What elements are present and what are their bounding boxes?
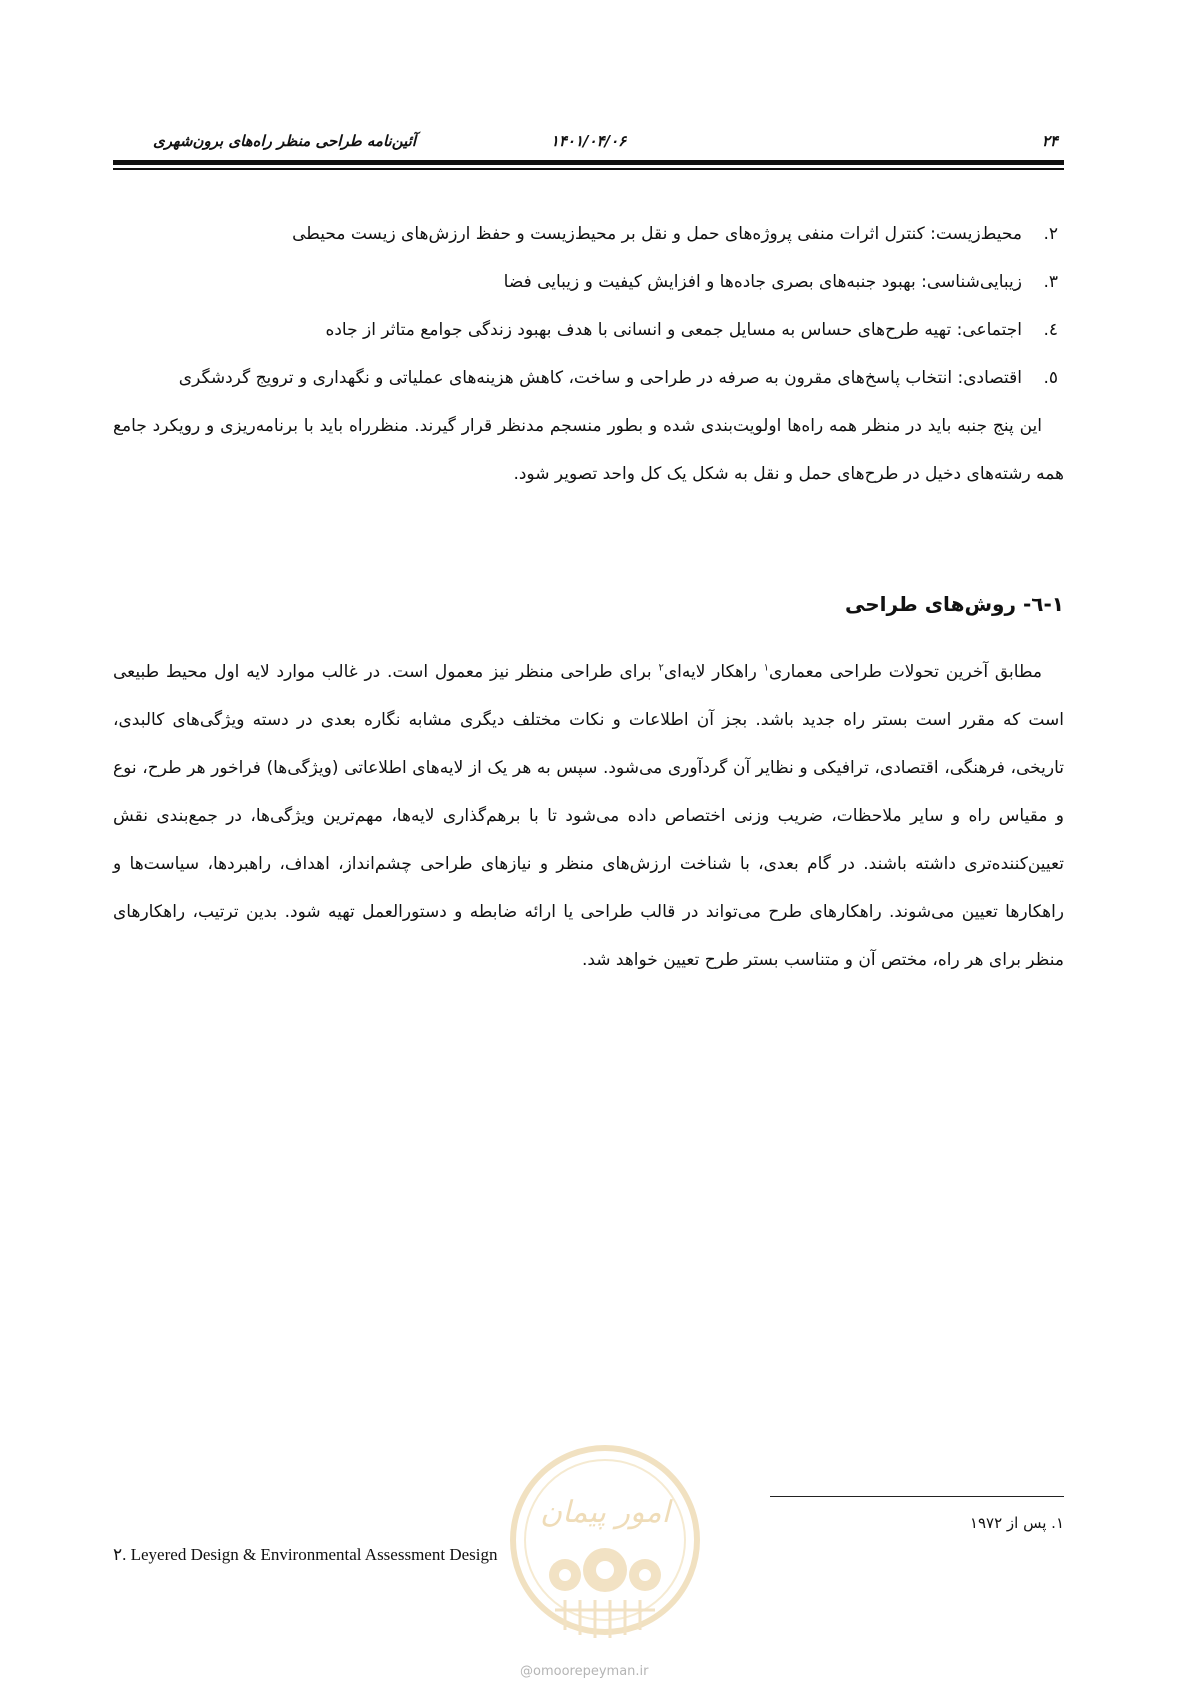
summary-paragraph: این پنج جنبه باید در منظر همه راه‌ها اولویت‌بندی شده و بطور منسجم مدنظر قرار گیرند. منظرراه باید با برنامه‌ریزی و رویکرد جامع همه رشته‌های دخیل در طرح‌های حمل و نقل به شکل یک کل واحد تصویر شود. [113,416,1064,484]
footnote-ref-2[interactable]: ۲ [658,662,664,674]
watermark-logo [505,1440,705,1660]
footnote-2: ۲. Leyered Design & Environmental Assessment Design [113,1545,498,1564]
header-rule-thin [113,168,1064,170]
page-body [113,210,1064,984]
header-rule-thick [113,160,1064,165]
watermark-url: @omoorepeyman.ir [520,1664,649,1679]
section-paragraph: مطابق آخرین تحولات طراحی معماری$^۱$ راهکار لایه‌ای$^۲$ برای طراحی منظر نیز معمول است. در غالب موارد لایه اول محیط طبیعی است که مقرر است بستر راه جدید باشد. بجز آن اطلاعات و نکات مختلف دیگری مشابه نگاره بعدی در دسته ویژگی‌های کالبدی، تاریخی، فرهنگی، اقتصادی، ترافیکی و نظایر آن گردآوری می‌شود. سپس به هر یک از لایه‌های اطلاعاتی (ویژگی‌ها) فراخور هر طرح، نوع و مقیاس راه و سایر ملاحظات، ضریب وزنی اختصاص داده می‌شود تا با برهم‌گذاری لایه‌ها، مهم‌ترین ویژگی‌ها، در جمع‌بندی نقش تعیین‌کننده‌تری داشته باشند. در گام بعدی، با شناخت ارزش‌های منظر و نیازهای طراحی چشم‌انداز، اهداف، راهبردها، سیاست‌ها و راهکارها تعیین می‌شوند. راهکارهای طرح می‌تواند در قالب طراحی یا ارائه ضابطه و دستورالعمل تهیه شود. بدین ترتیب، راهکارهای منظر برای هر راه، مختص آن و متناسب بستر طرح تعیین خواهد شد. [113,662,1064,970]
page-number: ۲۴ [1041,132,1058,150]
header-date: ۱۴۰۱/۰۴/۰۶ [550,132,627,150]
footnote-1: ۱. پس از ۱۹۷۲ [969,1514,1064,1532]
footnote-divider [770,1496,1064,1497]
list-item: ٥. اقتصادی: انتخاب پاسخ‌های مقرون به صرفه در طراحی و ساخت، کاهش هزینه‌های عملیاتی و نگهداری و ترویج گردشگری [178,368,1058,388]
section-heading: ۱-٦- روش‌های طراحی [844,592,1064,616]
header-title: آئین‌نامه طراحی منظر راه‌های برون‌شهری [153,132,416,150]
list-item: ٤. اجتماعی: تهیه طرح‌های حساس به مسایل جمعی و انسانی با هدف بهبود زندگی جوامع متاثر از جاده [325,320,1058,340]
list-item: ۲. محیط‌زیست: کنترل اثرات منفی پروژه‌های حمل و نقل بر محیط‌زیست و حفظ ارزش‌های زیست محیطی [292,224,1058,244]
page-header [113,128,1064,154]
footnote-ref-1[interactable]: ۱ [763,662,770,674]
goals-list [113,210,1064,402]
svg-text:امور پیمان: امور پیمان [540,1495,670,1530]
list-item: ۳. زیبایی‌شناسی: بهبود جنبه‌های بصری جاده‌ها و افزایش کیفیت و زیبایی فضا [503,272,1058,292]
